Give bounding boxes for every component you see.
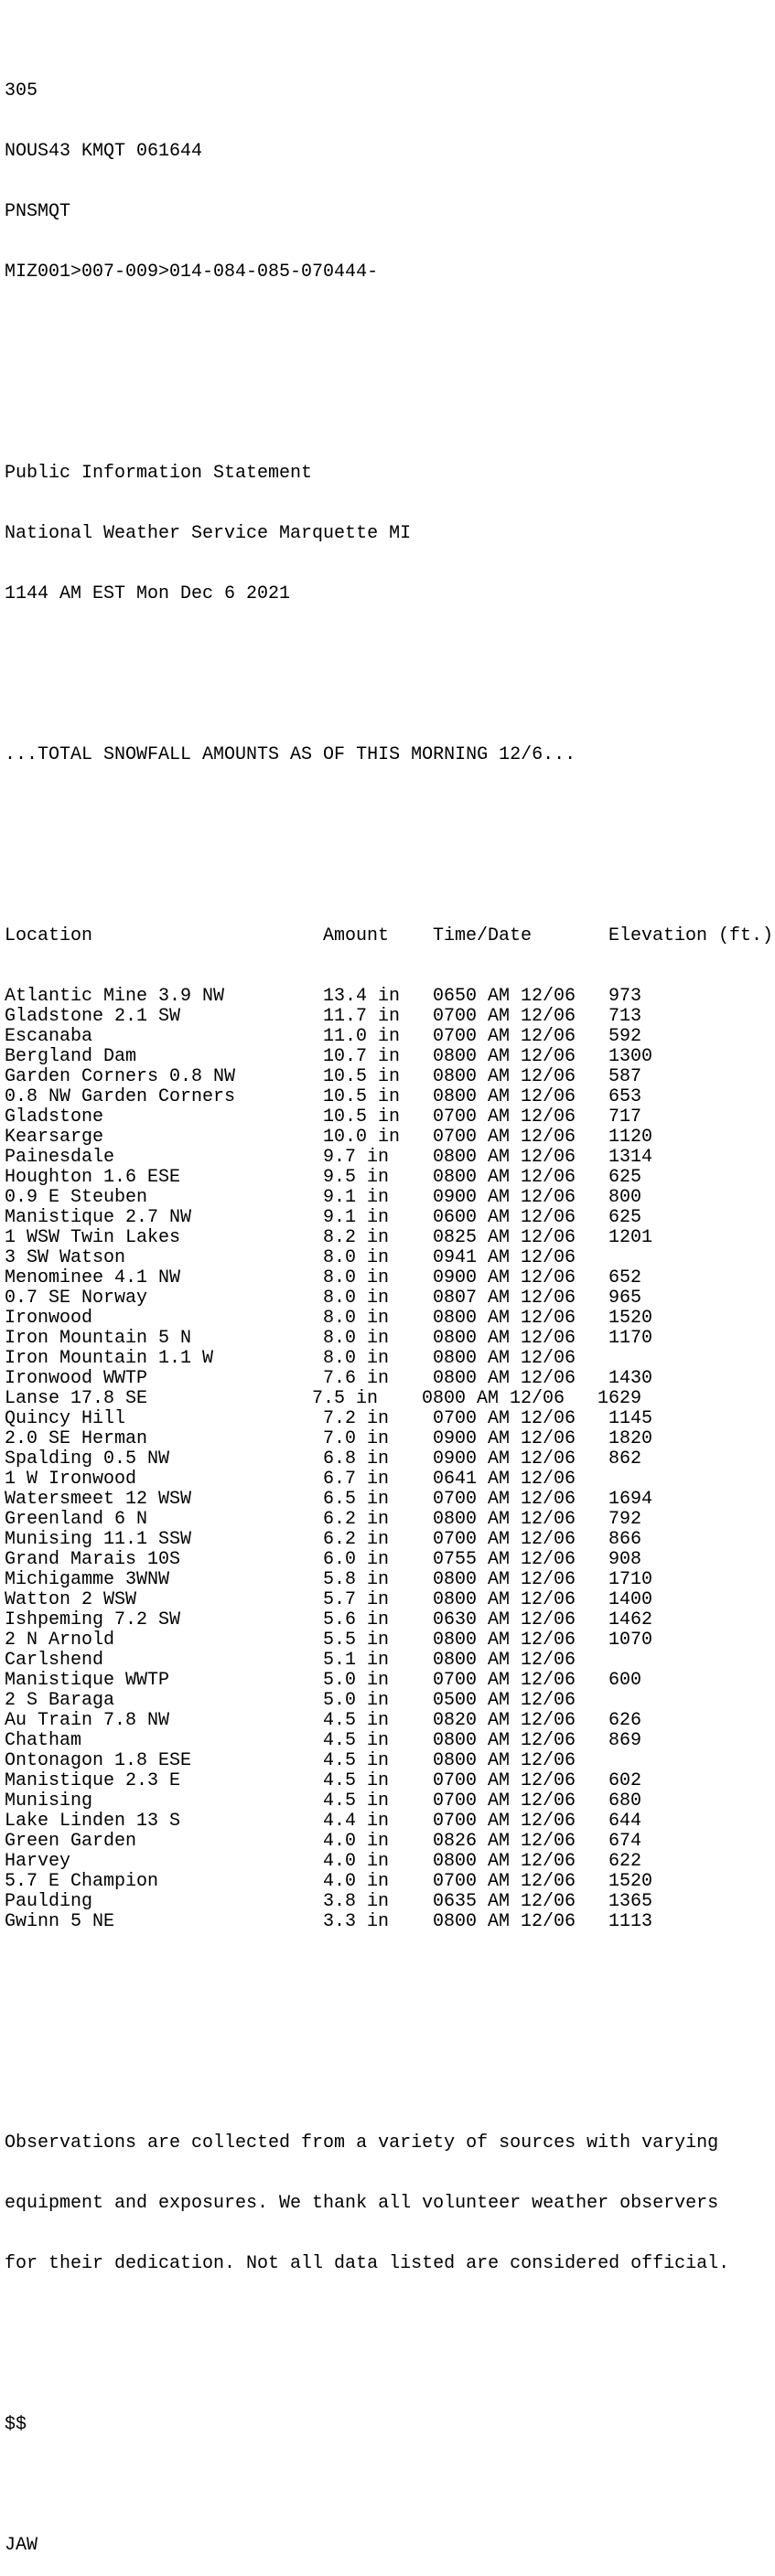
amount-cell: 9.1 in — [323, 1187, 390, 1208]
location-cell: 1 W Ironwood — [5, 1469, 137, 1490]
table-row — [5, 987, 775, 1007]
blank-line — [5, 2033, 775, 2053]
amount-cell: 7.6 in — [323, 1368, 390, 1389]
location-cell: 0.9 E Steuben — [5, 1187, 148, 1208]
column-header-amount: Amount — [323, 925, 390, 946]
table-row — [5, 1490, 775, 1510]
table-row — [5, 1550, 775, 1570]
location-cell: Watersmeet 12 WSW — [5, 1489, 192, 1510]
amount-cell: 8.0 in — [323, 1267, 390, 1288]
amount-cell: 3.3 in — [323, 1911, 390, 1932]
table-row — [5, 1067, 775, 1087]
statement-block — [5, 423, 775, 645]
elevation-cell: 800 — [608, 1187, 642, 1208]
amount-cell: 8.2 in — [323, 1227, 390, 1248]
location-cell: Manistique WWTP — [5, 1670, 170, 1691]
location-cell: Painesdale — [5, 1147, 115, 1168]
table-row — [5, 1047, 775, 1067]
location-cell: Grand Marais 10S — [5, 1549, 181, 1570]
headline: ...TOTAL SNOWFALL AMOUNTS AS OF THIS MORNING 12/6... — [5, 744, 576, 765]
time-cell: 0800 AM 12/06 — [433, 1650, 576, 1671]
elevation-cell: 622 — [608, 1851, 642, 1872]
table-row — [5, 1530, 775, 1550]
elevation-cell: 652 — [608, 1267, 642, 1288]
location-cell: Quincy Hill — [5, 1408, 126, 1429]
table-row — [5, 1671, 775, 1691]
time-cell: 0635 AM 12/06 — [433, 1891, 576, 1912]
elevation-cell: 592 — [608, 1026, 642, 1047]
amount-cell: 7.2 in — [323, 1408, 390, 1429]
time-cell: 0900 AM 12/06 — [433, 1428, 576, 1449]
time-cell: 0700 AM 12/06 — [433, 1489, 576, 1510]
table-row — [5, 1349, 775, 1369]
amount-cell: 5.6 in — [323, 1609, 390, 1630]
time-cell: 0700 AM 12/06 — [433, 1408, 576, 1429]
time-cell: 0650 AM 12/06 — [433, 986, 576, 1007]
product-header — [5, 41, 775, 323]
amount-cell: 7.5 in — [312, 1388, 379, 1409]
time-cell: 0800 AM 12/06 — [422, 1388, 565, 1409]
time-cell: 0700 AM 12/06 — [433, 1006, 576, 1027]
table-row — [5, 1691, 775, 1711]
time-cell: 0800 AM 12/06 — [433, 1086, 576, 1107]
location-cell: Watton 2 WSW — [5, 1589, 137, 1610]
location-cell: 0.7 SE Norway — [5, 1288, 148, 1309]
table-row — [5, 1449, 775, 1470]
location-cell: Spalding 0.5 NW — [5, 1448, 170, 1470]
location-cell: Manistique 2.7 NW — [5, 1207, 192, 1228]
time-cell: 0800 AM 12/06 — [433, 1509, 576, 1530]
location-cell: Iron Mountain 1.1 W — [5, 1348, 214, 1369]
table-row — [5, 1470, 775, 1490]
table-row — [5, 1510, 775, 1530]
amount-cell: 5.0 in — [323, 1670, 390, 1691]
time-cell: 0800 AM 12/06 — [433, 1046, 576, 1067]
elevation-cell: 674 — [608, 1831, 642, 1852]
elevation-cell: 1694 — [608, 1489, 653, 1510]
amount-cell: 10.5 in — [323, 1066, 401, 1087]
location-cell: 5.7 E Champion — [5, 1871, 159, 1892]
amount-cell: 10.7 in — [323, 1046, 401, 1067]
statement-timestamp: 1144 AM EST Mon Dec 6 2021 — [5, 583, 291, 604]
time-cell: 0641 AM 12/06 — [433, 1469, 576, 1490]
time-cell: 0800 AM 12/06 — [433, 1911, 576, 1932]
table-row — [5, 1590, 775, 1610]
amount-cell: 4.5 in — [323, 1750, 390, 1771]
location-cell: Atlantic Mine 3.9 NW — [5, 986, 225, 1007]
elevation-cell: 1365 — [608, 1891, 653, 1912]
table-row — [5, 1771, 775, 1791]
table-row — [5, 1651, 775, 1671]
amount-cell: 6.0 in — [323, 1549, 390, 1570]
amount-cell: 10.5 in — [323, 1106, 401, 1128]
location-cell: 2 S Baraga — [5, 1690, 115, 1711]
amount-cell: 5.5 in — [323, 1630, 390, 1651]
table-row — [5, 1248, 775, 1268]
location-cell: Manistique 2.3 E — [5, 1770, 181, 1791]
table-row — [5, 1329, 775, 1349]
time-cell: 0800 AM 12/06 — [433, 1589, 576, 1610]
table-row — [5, 1711, 775, 1731]
snowfall-table — [5, 886, 775, 1972]
time-cell: 0700 AM 12/06 — [433, 1106, 576, 1128]
location-cell: Ironwood WWTP — [5, 1368, 148, 1389]
time-cell: 0800 AM 12/06 — [433, 1147, 576, 1168]
elevation-cell: 1710 — [608, 1569, 653, 1590]
table-row — [5, 1912, 775, 1932]
amount-cell: 9.5 in — [323, 1167, 390, 1188]
amount-cell: 4.0 in — [323, 1871, 390, 1892]
amount-cell: 13.4 in — [323, 986, 401, 1007]
amount-cell: 11.7 in — [323, 1006, 401, 1027]
time-cell: 0800 AM 12/06 — [433, 1630, 576, 1651]
blank-line — [5, 2355, 775, 2375]
amount-cell: 4.5 in — [323, 1770, 390, 1791]
time-cell: 0800 AM 12/06 — [433, 1851, 576, 1872]
elevation-cell: 600 — [608, 1670, 642, 1691]
elevation-cell: 965 — [608, 1288, 642, 1309]
time-cell: 0820 AM 12/06 — [433, 1710, 576, 1731]
header-line: NOUS43 KMQT 061644 — [5, 141, 203, 162]
location-cell: Iron Mountain 5 N — [5, 1328, 192, 1349]
location-cell: Bergland Dam — [5, 1046, 137, 1067]
elevation-cell: 862 — [608, 1448, 642, 1470]
amount-cell: 7.0 in — [323, 1428, 390, 1449]
amount-cell: 8.0 in — [323, 1288, 390, 1309]
amount-cell: 9.1 in — [323, 1207, 390, 1228]
location-cell: 1 WSW Twin Lakes — [5, 1227, 181, 1248]
elevation-cell: 1201 — [608, 1227, 653, 1248]
location-cell: Gladstone 2.1 SW — [5, 1006, 181, 1027]
table-row — [5, 1409, 775, 1429]
time-cell: 0700 AM 12/06 — [433, 1770, 576, 1791]
elevation-cell: 587 — [608, 1066, 642, 1087]
elevation-cell: 1070 — [608, 1630, 653, 1651]
column-header-location: Location — [5, 925, 93, 946]
time-cell: 0700 AM 12/06 — [433, 1529, 576, 1550]
header-line: MIZ001>007-009>014-084-085-070444- — [5, 262, 379, 283]
table-row — [5, 1389, 775, 1409]
elevation-cell: 1145 — [608, 1408, 653, 1429]
location-cell: 0.8 NW Garden Corners — [5, 1086, 236, 1107]
table-row — [5, 1852, 775, 1872]
time-cell: 0700 AM 12/06 — [433, 1026, 576, 1047]
amount-cell: 6.2 in — [323, 1529, 390, 1550]
location-cell: Paulding — [5, 1891, 93, 1912]
elevation-cell: 1113 — [608, 1911, 653, 1932]
note-line: Observations are collected from a variety of sources with varying — [5, 2132, 719, 2154]
time-cell: 0800 AM 12/06 — [433, 1328, 576, 1349]
location-cell: Harvey — [5, 1851, 71, 1872]
amount-cell: 10.0 in — [323, 1127, 401, 1148]
table-row — [5, 1570, 775, 1590]
location-cell: Au Train 7.8 NW — [5, 1710, 170, 1731]
amount-cell: 6.7 in — [323, 1469, 390, 1490]
time-cell: 0700 AM 12/06 — [433, 1127, 576, 1148]
elevation-cell: 908 — [608, 1549, 642, 1570]
location-cell: Lake Linden 13 S — [5, 1811, 181, 1832]
location-cell: Lanse 17.8 SE — [5, 1388, 148, 1409]
table-row — [5, 1107, 775, 1128]
author: JAW — [5, 2535, 38, 2556]
table-row — [5, 1892, 775, 1912]
table-row — [5, 1309, 775, 1329]
amount-cell: 3.8 in — [323, 1891, 390, 1912]
elevation-cell: 1400 — [608, 1589, 653, 1610]
table-row — [5, 1791, 775, 1812]
amount-cell: 8.0 in — [323, 1308, 390, 1329]
table-row — [5, 1128, 775, 1148]
amount-cell: 4.0 in — [323, 1831, 390, 1852]
table-row — [5, 1148, 775, 1168]
blank-line — [5, 806, 775, 826]
amount-cell: 4.5 in — [323, 1730, 390, 1751]
table-row — [5, 1087, 775, 1107]
footer-notes — [5, 2093, 775, 2314]
amount-cell: 4.4 in — [323, 1811, 390, 1832]
location-cell: Gwinn 5 NE — [5, 1911, 115, 1932]
time-cell: 0800 AM 12/06 — [433, 1167, 576, 1188]
amount-cell: 5.1 in — [323, 1650, 390, 1671]
location-cell: Greenland 6 N — [5, 1509, 148, 1530]
note-line: for their dedication. Not all data listed are considered official. — [5, 2253, 730, 2274]
elevation-cell: 1462 — [608, 1609, 653, 1630]
elevation-cell: 792 — [608, 1509, 642, 1530]
table-body — [5, 987, 775, 1932]
location-cell: Green Garden — [5, 1831, 137, 1852]
table-row — [5, 1288, 775, 1309]
amount-cell: 8.0 in — [323, 1247, 390, 1268]
table-row — [5, 1188, 775, 1208]
table-header-row — [5, 926, 775, 946]
time-cell: 0800 AM 12/06 — [433, 1348, 576, 1369]
time-cell: 0700 AM 12/06 — [433, 1871, 576, 1892]
time-cell: 0800 AM 12/06 — [433, 1569, 576, 1590]
blank-line — [5, 363, 775, 383]
amount-cell: 4.5 in — [323, 1790, 390, 1812]
amount-cell: 5.7 in — [323, 1589, 390, 1610]
table-row — [5, 1268, 775, 1288]
elevation-cell: 1520 — [608, 1871, 653, 1892]
table-row — [5, 1731, 775, 1751]
elevation-cell: 717 — [608, 1106, 642, 1128]
blank-line — [5, 2475, 775, 2496]
time-cell: 0700 AM 12/06 — [433, 1670, 576, 1691]
elevation-cell: 869 — [608, 1730, 642, 1751]
time-cell: 0900 AM 12/06 — [433, 1448, 576, 1470]
table-row — [5, 1610, 775, 1630]
elevation-cell: 625 — [608, 1167, 642, 1188]
time-cell: 0800 AM 12/06 — [433, 1750, 576, 1771]
time-cell: 0800 AM 12/06 — [433, 1730, 576, 1751]
table-row — [5, 1369, 775, 1389]
statement-title: Public Information Statement — [5, 463, 313, 484]
time-cell: 0800 AM 12/06 — [433, 1066, 576, 1087]
location-cell: Menominee 4.1 NW — [5, 1267, 181, 1288]
elevation-cell: 602 — [608, 1770, 642, 1791]
location-cell: Garden Corners 0.8 NW — [5, 1066, 236, 1087]
time-cell: 0900 AM 12/06 — [433, 1267, 576, 1288]
elevation-cell: 1300 — [608, 1046, 653, 1067]
location-cell: Munising — [5, 1790, 93, 1812]
time-cell: 0825 AM 12/06 — [433, 1227, 576, 1248]
location-cell: Escanaba — [5, 1026, 93, 1047]
elevation-cell: 1314 — [608, 1147, 653, 1168]
amount-cell: 6.5 in — [323, 1489, 390, 1510]
location-cell: 2 N Arnold — [5, 1630, 115, 1651]
amount-cell: 5.0 in — [323, 1690, 390, 1711]
location-cell: Ironwood — [5, 1308, 93, 1329]
table-row — [5, 1751, 775, 1771]
table-row — [5, 1832, 775, 1852]
time-cell: 0800 AM 12/06 — [433, 1368, 576, 1389]
amount-cell: 8.0 in — [323, 1328, 390, 1349]
amount-cell: 8.0 in — [323, 1348, 390, 1369]
elevation-cell: 1120 — [608, 1127, 653, 1148]
amount-cell: 11.0 in — [323, 1026, 401, 1047]
amount-cell: 4.5 in — [323, 1710, 390, 1731]
time-cell: 0941 AM 12/06 — [433, 1247, 576, 1268]
elevation-cell: 713 — [608, 1006, 642, 1027]
elevation-cell: 1170 — [608, 1328, 653, 1349]
time-cell: 0500 AM 12/06 — [433, 1690, 576, 1711]
table-row — [5, 1429, 775, 1449]
time-cell: 0700 AM 12/06 — [433, 1811, 576, 1832]
table-row — [5, 1630, 775, 1651]
amount-cell: 6.8 in — [323, 1448, 390, 1470]
time-cell: 0826 AM 12/06 — [433, 1831, 576, 1852]
elevation-cell: 625 — [608, 1207, 642, 1228]
amount-cell: 9.7 in — [323, 1147, 390, 1168]
terminator: $$ — [5, 2414, 27, 2435]
table-row — [5, 1027, 775, 1047]
header-line: PNSMQT — [5, 201, 71, 222]
location-cell: Munising 11.1 SSW — [5, 1529, 192, 1550]
header-line: 305 — [5, 80, 38, 102]
time-cell: 0600 AM 12/06 — [433, 1207, 576, 1228]
time-cell: 0755 AM 12/06 — [433, 1549, 576, 1570]
location-cell: Carlshend — [5, 1650, 104, 1671]
table-row — [5, 1812, 775, 1832]
amount-cell: 10.5 in — [323, 1086, 401, 1107]
elevation-cell: 1820 — [608, 1428, 653, 1449]
elevation-cell: 866 — [608, 1529, 642, 1550]
elevation-cell: 1629 — [597, 1388, 642, 1409]
location-cell: Ontonagon 1.8 ESE — [5, 1750, 192, 1771]
table-row — [5, 1168, 775, 1188]
table-row — [5, 1872, 775, 1892]
location-cell: 3 SW Watson — [5, 1247, 126, 1268]
time-cell: 0630 AM 12/06 — [433, 1609, 576, 1630]
time-cell: 0800 AM 12/06 — [433, 1308, 576, 1329]
statement-office: National Weather Service Marquette MI — [5, 523, 412, 544]
location-cell: Ishpeming 7.2 SW — [5, 1609, 181, 1630]
time-cell: 0900 AM 12/06 — [433, 1187, 576, 1208]
elevation-cell: 1520 — [608, 1308, 653, 1329]
elevation-cell: 644 — [608, 1811, 642, 1832]
location-cell: Chatham — [5, 1730, 82, 1751]
location-cell: Kearsarge — [5, 1127, 104, 1148]
amount-cell: 5.8 in — [323, 1569, 390, 1590]
note-line: equipment and exposures. We thank all volunteer weather observers — [5, 2193, 719, 2214]
elevation-cell: 653 — [608, 1086, 642, 1107]
blank-line — [5, 685, 775, 705]
table-row — [5, 1228, 775, 1248]
table-row — [5, 1208, 775, 1228]
location-cell: Michigamme 3WNW — [5, 1569, 170, 1590]
amount-cell: 6.2 in — [323, 1509, 390, 1530]
elevation-cell: 973 — [608, 986, 642, 1007]
location-cell: Houghton 1.6 ESE — [5, 1167, 181, 1188]
time-cell: 0807 AM 12/06 — [433, 1288, 576, 1309]
location-cell: Gladstone — [5, 1106, 104, 1128]
time-cell: 0700 AM 12/06 — [433, 1790, 576, 1812]
elevation-cell: 1430 — [608, 1368, 653, 1389]
column-header-elevation: Elevation (ft.) — [608, 925, 774, 946]
table-row — [5, 1007, 775, 1027]
elevation-cell: 626 — [608, 1710, 642, 1731]
location-cell: 2.0 SE Herman — [5, 1428, 148, 1449]
amount-cell: 4.0 in — [323, 1851, 390, 1872]
elevation-cell: 680 — [608, 1790, 642, 1812]
column-header-time: Time/Date — [433, 925, 533, 946]
